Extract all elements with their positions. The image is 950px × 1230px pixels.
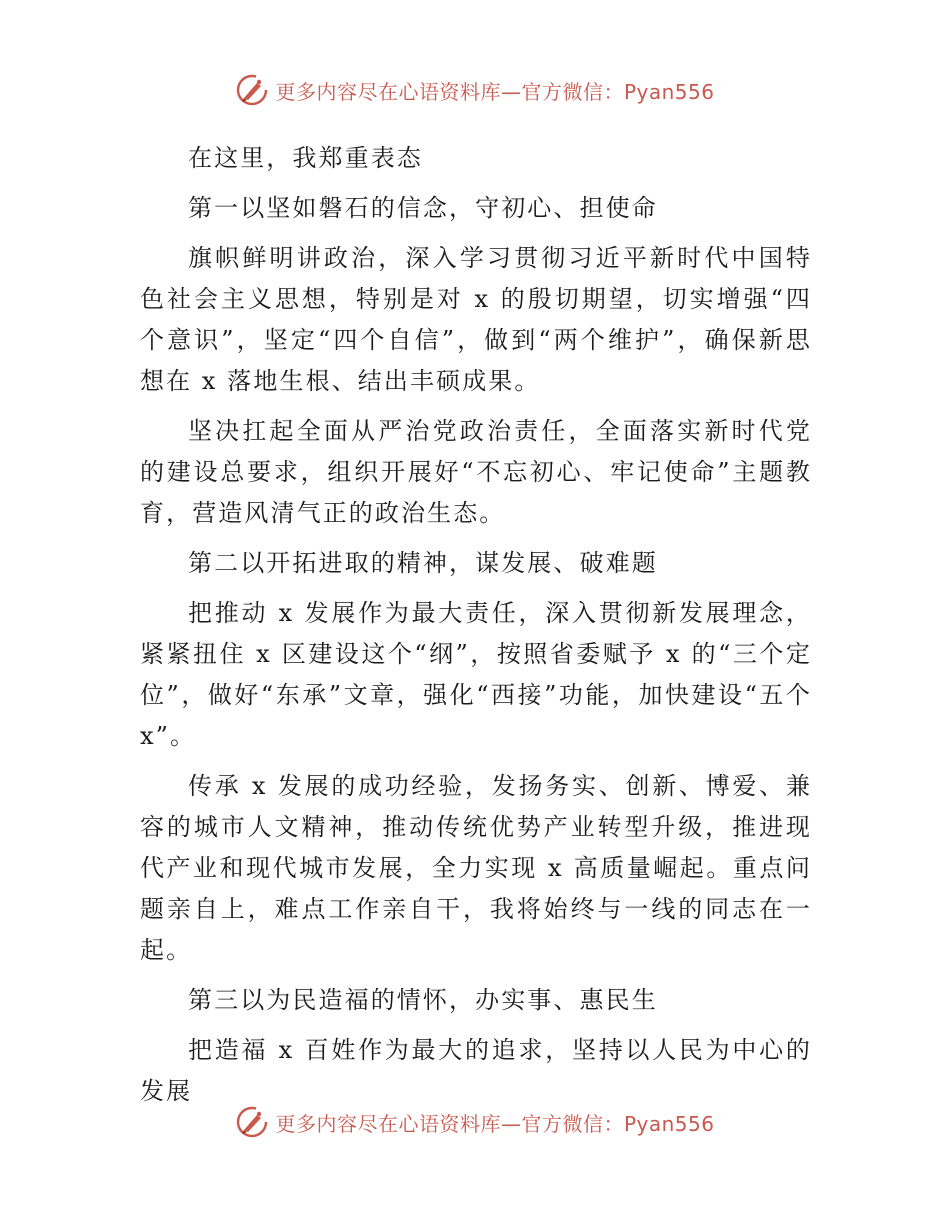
paragraph-3: 旗帜鲜明讲政治，深入学习贯彻习近平新时代中国特色社会主义思想，特别是对 x 的殷切期望，切实增强“四个意识”，坚定“四个自信”，做到“两个维护”，确保新思想在 x 落地生根、结出丰硕成果。 — [140, 244, 812, 395]
paragraph-5: 第二以开拓进取的精神，谋发展、破难题 — [188, 549, 658, 577]
paragraph-7: 传承 x 发展的成功经验，发扬务实、创新、博爱、兼容的城市人文精神，推动传统优势产业转型升级，推进现代产业和现代城市发展，全力实现 x 高质量崛起。重点问题亲自上，难点工作亲自干，我将始终与一线的同志在一起。 — [140, 772, 812, 964]
header-watermark — [0, 70, 950, 110]
paragraph-9: 把造福 x 百姓作为最大的追求，坚持以人民为中心的发展 — [140, 1036, 812, 1105]
paragraph-6: 把推动 x 发展作为最大责任，深入贯彻新发展理念，紧紧扭住 x 区建设这个“纲”，按照省委赋予 x 的“三个定位”，做好“东承”文章，强化“西接”功能，加快建设“五个 x”。 — [140, 599, 812, 750]
watermark-text: 更多内容尽在心语资料库—官方微信：Pyan556 — [275, 79, 715, 104]
paragraph-1: 在这里，我郑重表态 — [188, 144, 423, 172]
footer-watermark — [0, 1102, 950, 1142]
pen-seal-icon — [235, 73, 269, 107]
paragraph-4: 坚决扛起全面从严治党政治责任，全面落实新时代党的建设总要求，组织开展好“不忘初心、牢记使命”主题教育，营造风清气正的政治生态。 — [140, 417, 812, 527]
paragraph-2: 第一以坚如磐石的信念，守初心、担使命 — [188, 194, 658, 222]
pen-seal-icon — [235, 1105, 269, 1139]
document-body — [140, 138, 812, 1112]
watermark-text: 更多内容尽在心语资料库—官方微信：Pyan556 — [275, 1111, 715, 1136]
paragraph-8: 第三以为民造福的情怀，办实事、惠民生 — [188, 986, 658, 1014]
